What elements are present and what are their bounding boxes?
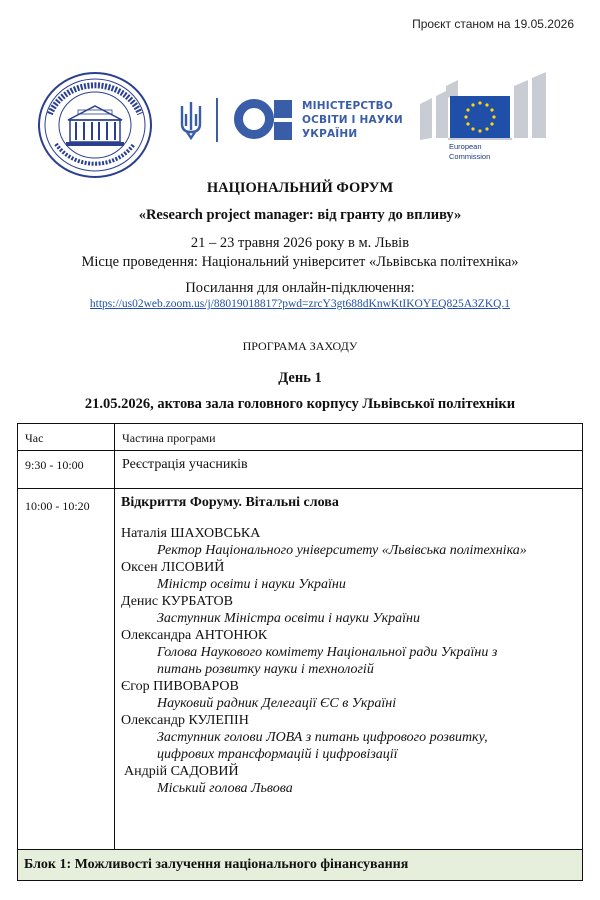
speaker-position: Міністр освіти і науки України	[157, 577, 346, 592]
speaker-name: Єгор ПИВОВАРОВ	[121, 679, 239, 694]
speaker-name: Оксен ЛІСОВИЙ	[121, 560, 225, 575]
row-part: Реєстрація учасників	[115, 451, 583, 489]
ministry-logo	[178, 98, 408, 144]
speaker-entry	[121, 712, 582, 763]
program-table	[17, 423, 583, 881]
speaker-name: Наталія ШАХОВСЬКА	[121, 526, 261, 541]
row-time: 9:30 - 10:00	[18, 451, 115, 489]
speaker-position: Голова Наукового комітету Національної ради України з	[157, 645, 498, 660]
forum-title: НАЦІОНАЛЬНИЙ ФОРУМ	[206, 180, 394, 196]
ring-shape-icon	[234, 99, 274, 139]
day-heading: День 1	[278, 370, 322, 386]
european-commission-logo-text: European Commission	[449, 142, 491, 161]
online-label: Посилання для онлайн-підключення:	[185, 280, 415, 296]
table-header-row	[18, 424, 583, 451]
square-shape-icon	[274, 122, 292, 140]
speaker-position: Ректор Національного університету «Львівська політехніка»	[157, 543, 527, 558]
opening-title: Відкриття Форуму. Вітальні слова	[121, 495, 339, 510]
speaker-position: Заступник Міністра освіти і науки України	[157, 611, 420, 626]
row-part	[115, 489, 583, 850]
block-title: Блок 1: Можливості залучення національного фінансування	[18, 850, 583, 881]
speaker-entry	[121, 559, 582, 593]
block-row	[18, 850, 583, 881]
speaker-name: Андрій САДОВИЙ	[124, 764, 239, 779]
row-time: 10:00 - 10:20	[18, 489, 115, 850]
speaker-entry	[121, 763, 582, 797]
zoom-link[interactable]: https://us02web.zoom.us/j/88019018817?pwd=zrcY3gt688dKnwKtIKOYEQ825A3ZKQ.1	[89, 298, 511, 310]
forum-subtitle: «Research project manager: від гранту до впливу»	[138, 207, 462, 223]
speaker-entry	[121, 678, 582, 712]
speaker-position: Науковий радник Делегації ЄС в Україні	[157, 696, 397, 711]
speaker-name: Олександр КУЛЕПІН	[121, 713, 249, 728]
trident-icon	[178, 100, 204, 140]
speaker-name: Денис КУРБАТОВ	[121, 594, 233, 609]
speaker-position: питань розвитку науки і технологій	[157, 662, 374, 677]
header-time: Час	[18, 424, 115, 451]
square-shape-icon	[274, 100, 292, 118]
table-row	[18, 451, 583, 489]
draft-note: Проєкт станом на 19.05.2026	[412, 17, 574, 31]
speaker-position: Міський голова Львова	[157, 781, 293, 796]
program-heading: ПРОГРАМА ЗАХОДУ	[242, 339, 358, 353]
lviv-polytechnic-seal-logo	[36, 70, 154, 180]
speaker-name: Олександра АНТОНЮК	[121, 628, 268, 643]
speaker-entry	[121, 525, 582, 559]
speaker-entry	[121, 627, 582, 678]
forum-dates: 21 – 23 травня 2026 року в м. Львів	[190, 235, 410, 251]
day-location: 21.05.2026, актова зала головного корпусу Львівської політехніки	[84, 396, 516, 412]
forum-venue: Місце проведення: Національний університет «Львівська політехніка»	[81, 254, 519, 270]
table-row	[18, 489, 583, 850]
speaker-entry	[121, 593, 582, 627]
speaker-position: цифрових трансформацій і цифровізації	[157, 747, 398, 762]
header-part: Частина програми	[115, 424, 583, 451]
speaker-position: Заступник голови ЛОВА з питань цифрового розвитку,	[157, 730, 488, 745]
ministry-logo-text: МІНІСТЕРСТВО ОСВІТИ І НАУКИ УКРАЇНИ	[302, 100, 403, 140]
